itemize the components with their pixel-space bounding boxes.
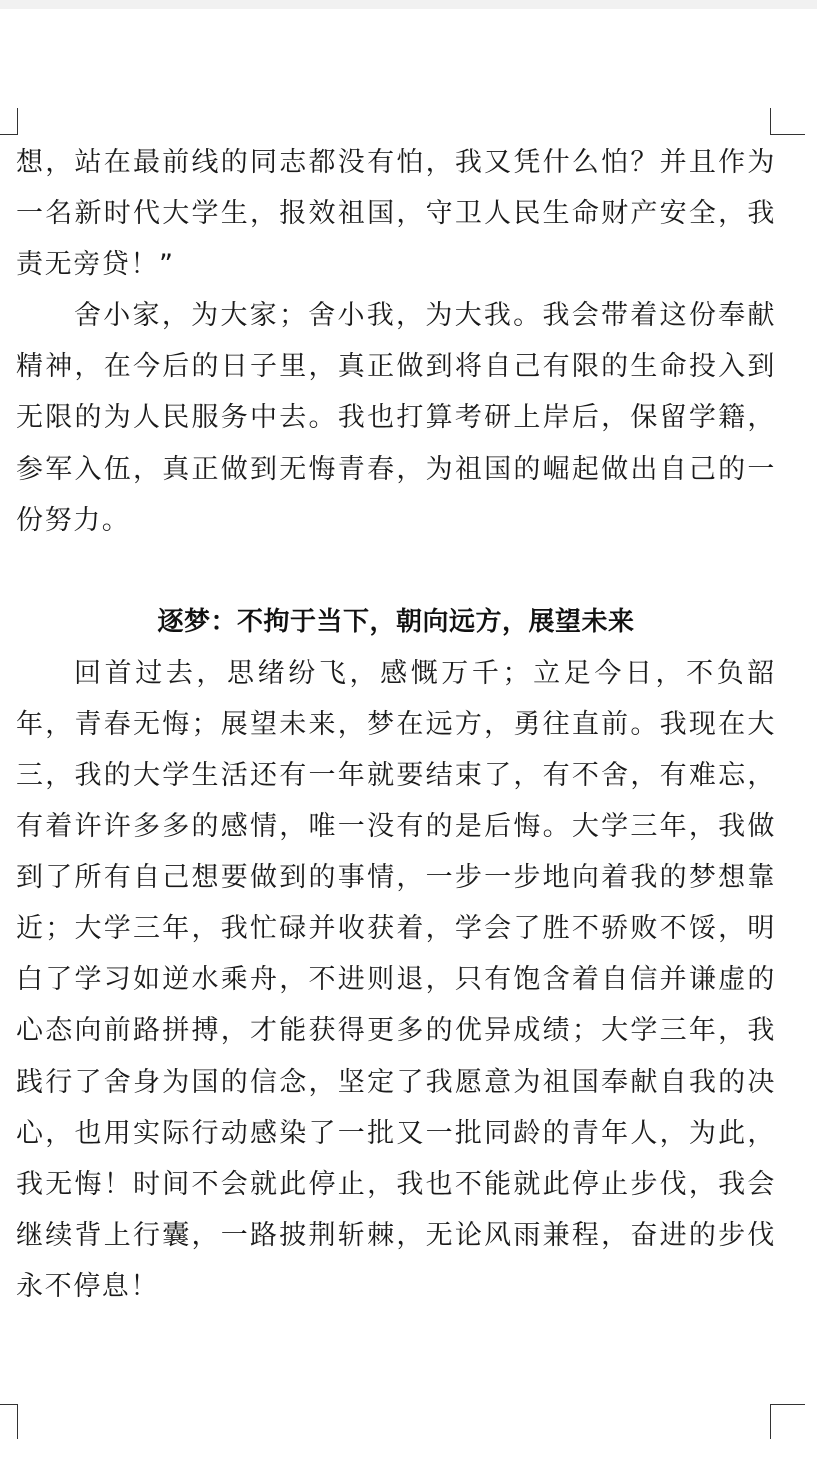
- paragraph-spacer: [16, 546, 776, 597]
- crop-mark-bottom-right: [770, 1404, 805, 1439]
- crop-mark-top-left: [0, 108, 18, 135]
- document-page: [16, 137, 776, 1312]
- section-heading: 逐梦：不拘于当下，朝向远方，展望未来: [157, 606, 635, 637]
- top-strip: [0, 0, 817, 9]
- crop-mark-bottom-left: [0, 1404, 18, 1439]
- paragraph-continuation: 想，站在最前线的同志都没有怕，我又凭什么怕？并且作为一名新时代大学生，报效祖国，守卫人民生命财产安全，我责无旁贷！”: [16, 147, 776, 281]
- section-body-paragraph: 回首过去，思绪纷飞，感慨万千；立足今日，不负韶年，青春无悔；展望未来，梦在远方，勇往直前。我现在大三，我的大学生活还有一年就要结束了，有不舍，有难忘，有着许许多多的感情，唯一没有的是后悔。大学三年，我做到了所有自己想要做到的事情，一步一步地向着我的梦想靠近；大学三年，我忙碌并收获着，学会了胜不骄败不馁，明白了学习如逆水乘舟，不进则退，只有饱含着自信并谦虚的心态向前路拼搏，才能获得更多的优异成绩；大学三年，我践行了舍身为国的信念，坚定了我愿意为祖国奉献自我的决心，也用实际行动感染了一批又一批同龄的青年人，为此，我无悔！时间不会就此停止，我也不能就此停止步伐，我会继续背上行囊，一路披荆斩棘，无论风雨兼程，奋进的步伐永不停息！: [16, 657, 776, 1302]
- crop-mark-top-right: [770, 108, 805, 135]
- paragraph-dedication: 舍小家，为大家；舍小我，为大我。我会带着这份奉献精神，在今后的日子里，真正做到将自己有限的生命投入到无限的为人民服务中去。我也打算考研上岸后，保留学籍，参军入伍，真正做到无悔青春，为祖国的崛起做出自己的一份努力。: [16, 300, 776, 536]
